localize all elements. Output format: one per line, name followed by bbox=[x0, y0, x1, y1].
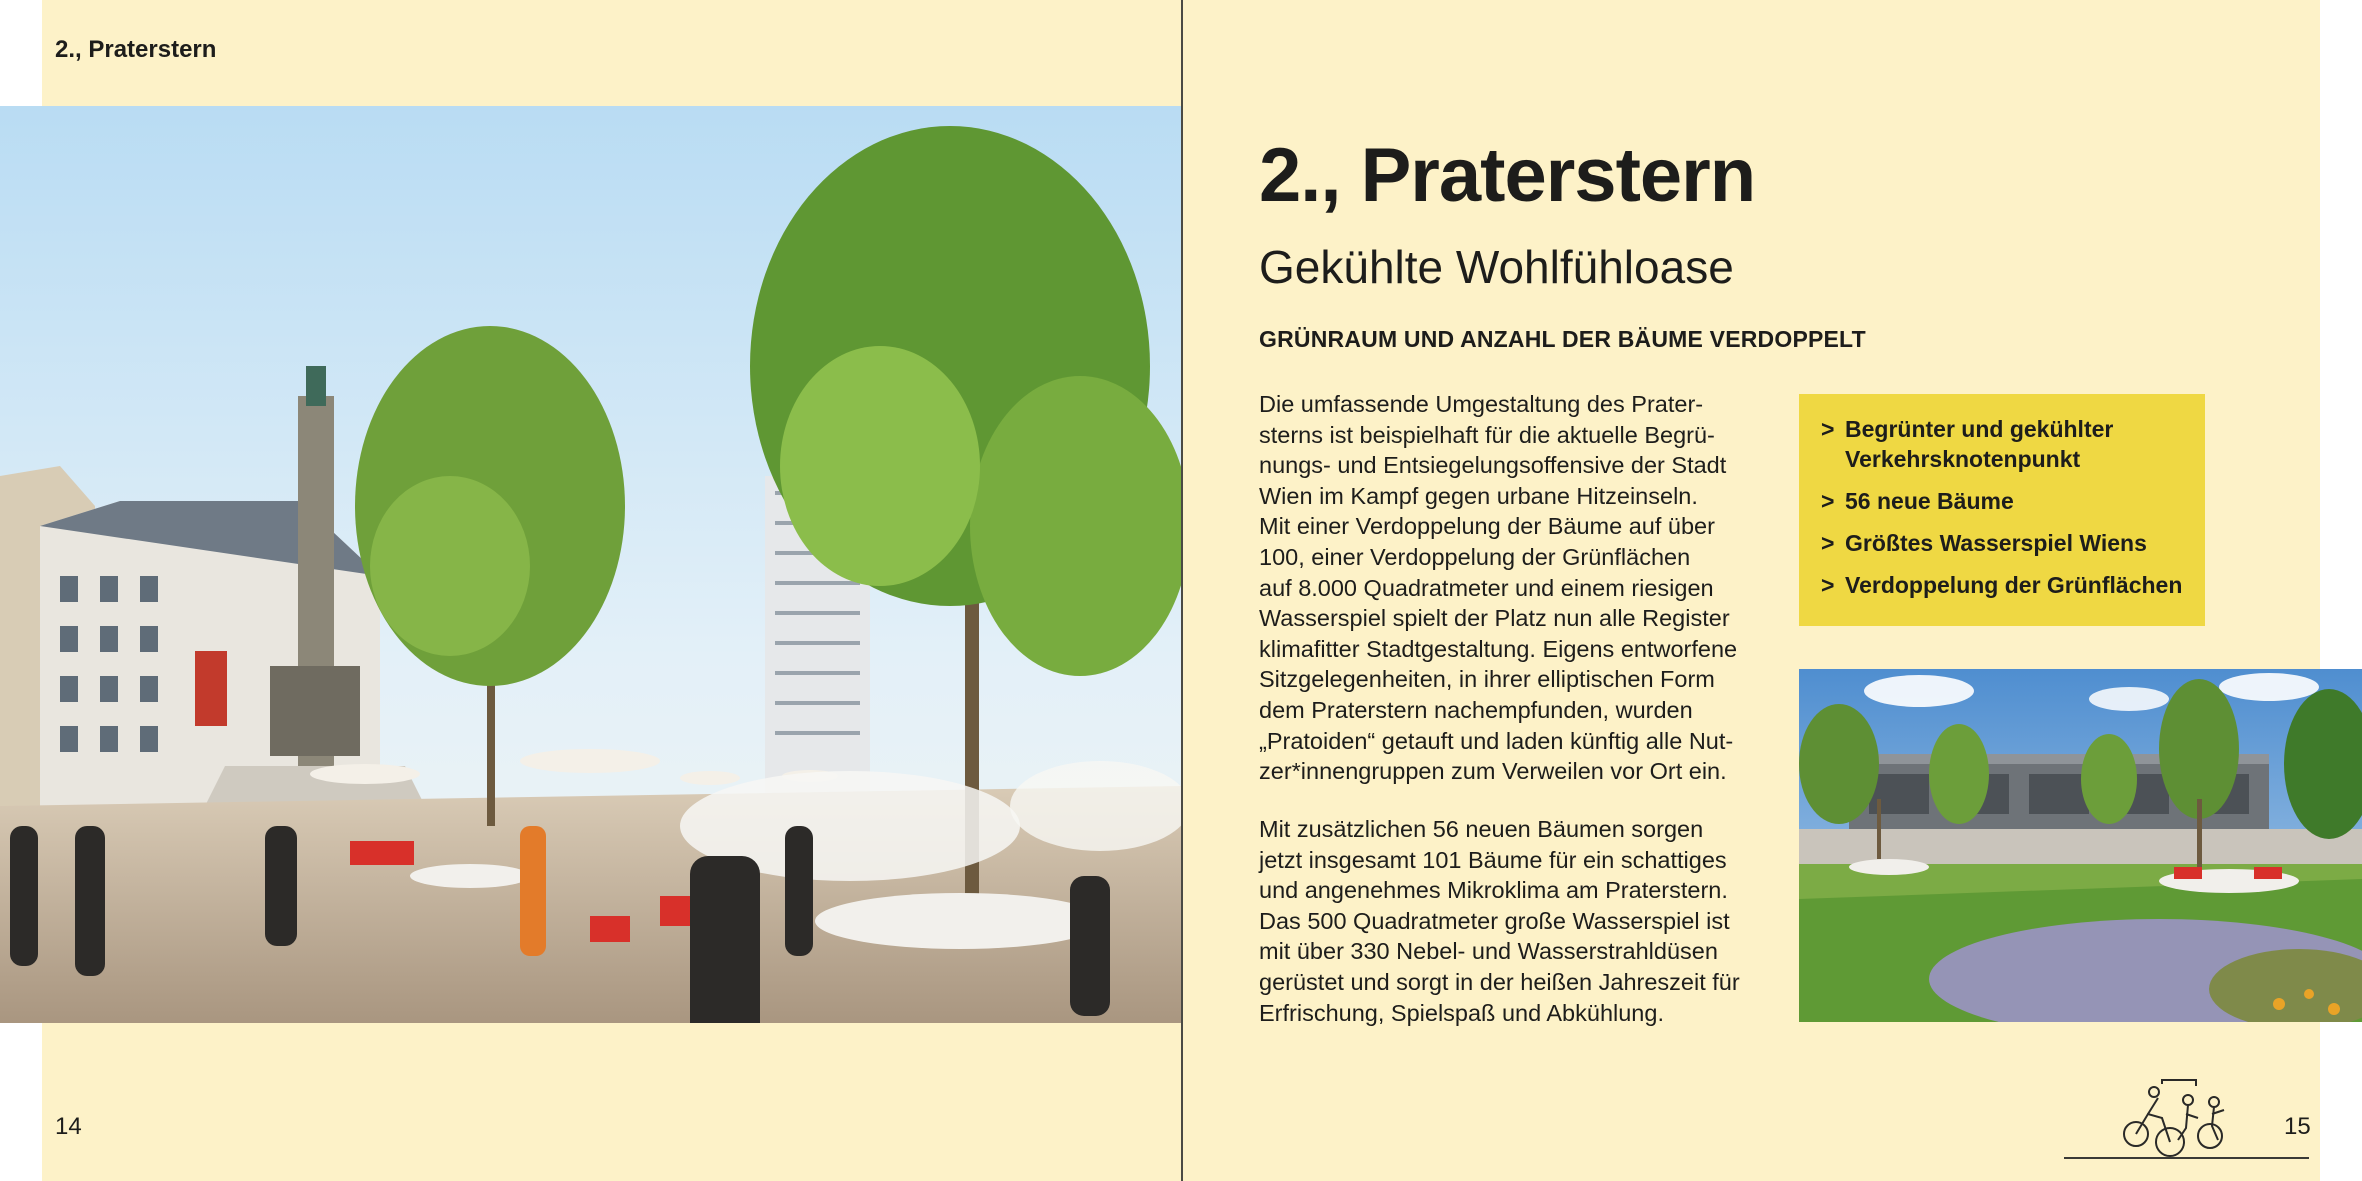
body-paragraph-1 bbox=[1259, 389, 1779, 787]
body-line: klimafitter Stadtgestaltung. Eigens entworfene bbox=[1259, 635, 1738, 662]
body-line: Sitzgelegenheiten, in ihrer elliptischen Form bbox=[1259, 666, 1715, 693]
body-line: 100, einer Verdoppelung der Grünflächen bbox=[1259, 543, 1691, 570]
body-line: nungs- und Entsiegelungsoffensive der Stadt bbox=[1259, 452, 1727, 479]
body-line: sterns ist beispielhaft für die aktuelle Begrü- bbox=[1259, 421, 1715, 448]
fact-item bbox=[1821, 570, 2195, 600]
body-line: Wasserspiel spielt der Platz nun alle Register bbox=[1259, 605, 1730, 632]
fact-item bbox=[1821, 414, 2195, 474]
fact-item-line: Begrünter und gekühlter bbox=[1845, 416, 2114, 442]
footer-rule bbox=[2064, 1157, 2309, 1159]
page-spine bbox=[1181, 0, 1183, 1181]
station-greenspace-photo bbox=[1799, 669, 2362, 1022]
body-paragraph-2 bbox=[1259, 814, 1779, 1028]
body-line: Das 500 Quadratmeter große Wasserspiel ist bbox=[1259, 907, 1730, 934]
body-line: mit über 330 Nebel- und Wasserstrahldüsen bbox=[1259, 938, 1718, 965]
fact-item bbox=[1821, 486, 2195, 516]
fact-item-line: Verdoppelung der Grünflächen bbox=[1845, 572, 2183, 598]
article-kicker: GRÜNRAUM UND ANZAHL DER BÄUME VERDOPPELT bbox=[1259, 326, 1866, 352]
praterstern-square-photo bbox=[0, 106, 1181, 1023]
fact-item-line: 56 neue Bäume bbox=[1845, 488, 2014, 514]
bullet-marker: > bbox=[1821, 530, 1835, 556]
fact-box bbox=[1799, 394, 2205, 626]
body-line: Mit zusätzlichen 56 neuen Bäumen sorgen bbox=[1259, 816, 1704, 842]
bullet-marker: > bbox=[1821, 416, 1835, 442]
article-subtitle: Gekühlte Wohlfühloase bbox=[1259, 241, 1734, 293]
page-number-left: 14 bbox=[55, 1113, 82, 1140]
people-cycling-line-drawing-icon bbox=[2118, 1078, 2238, 1162]
body-line: Mit einer Verdoppelung der Bäume auf über bbox=[1259, 513, 1715, 540]
body-line: gerüstet und sorgt in der heißen Jahreszeit für bbox=[1259, 968, 1740, 995]
body-line: Erfrischung, Spielspaß und Abkühlung. bbox=[1259, 999, 1664, 1026]
fact-item bbox=[1821, 528, 2195, 558]
body-line: und angenehmes Mikroklima am Praterstern. bbox=[1259, 877, 1728, 904]
body-line: jetzt insgesamt 101 Bäume für ein schattiges bbox=[1259, 846, 1727, 873]
article-title: 2., Praterstern bbox=[1259, 133, 1756, 218]
fact-item-line: Verkehrsknotenpunkt bbox=[1845, 446, 2081, 472]
running-head: 2., Praterstern bbox=[55, 36, 217, 63]
body-line: Wien im Kampf gegen urbane Hitzeinseln. bbox=[1259, 482, 1698, 509]
footer-logo bbox=[2118, 1078, 2238, 1162]
body-line: Die umfassende Umgestaltung des Prater- bbox=[1259, 391, 1704, 417]
bullet-marker: > bbox=[1821, 572, 1835, 598]
body-line: „Pratoiden“ getauft und laden künftig alle Nut- bbox=[1259, 727, 1734, 754]
bullet-marker: > bbox=[1821, 488, 1835, 514]
body-line: dem Praterstern nachempfunden, wurden bbox=[1259, 696, 1693, 723]
page-number-right: 15 bbox=[2284, 1113, 2311, 1140]
body-line: zer*innengruppen zum Verweilen vor Ort ein. bbox=[1259, 758, 1727, 785]
body-line: auf 8.000 Quadratmeter und einem riesigen bbox=[1259, 574, 1714, 601]
fact-item-line: Größtes Wasserspiel Wiens bbox=[1845, 530, 2147, 556]
